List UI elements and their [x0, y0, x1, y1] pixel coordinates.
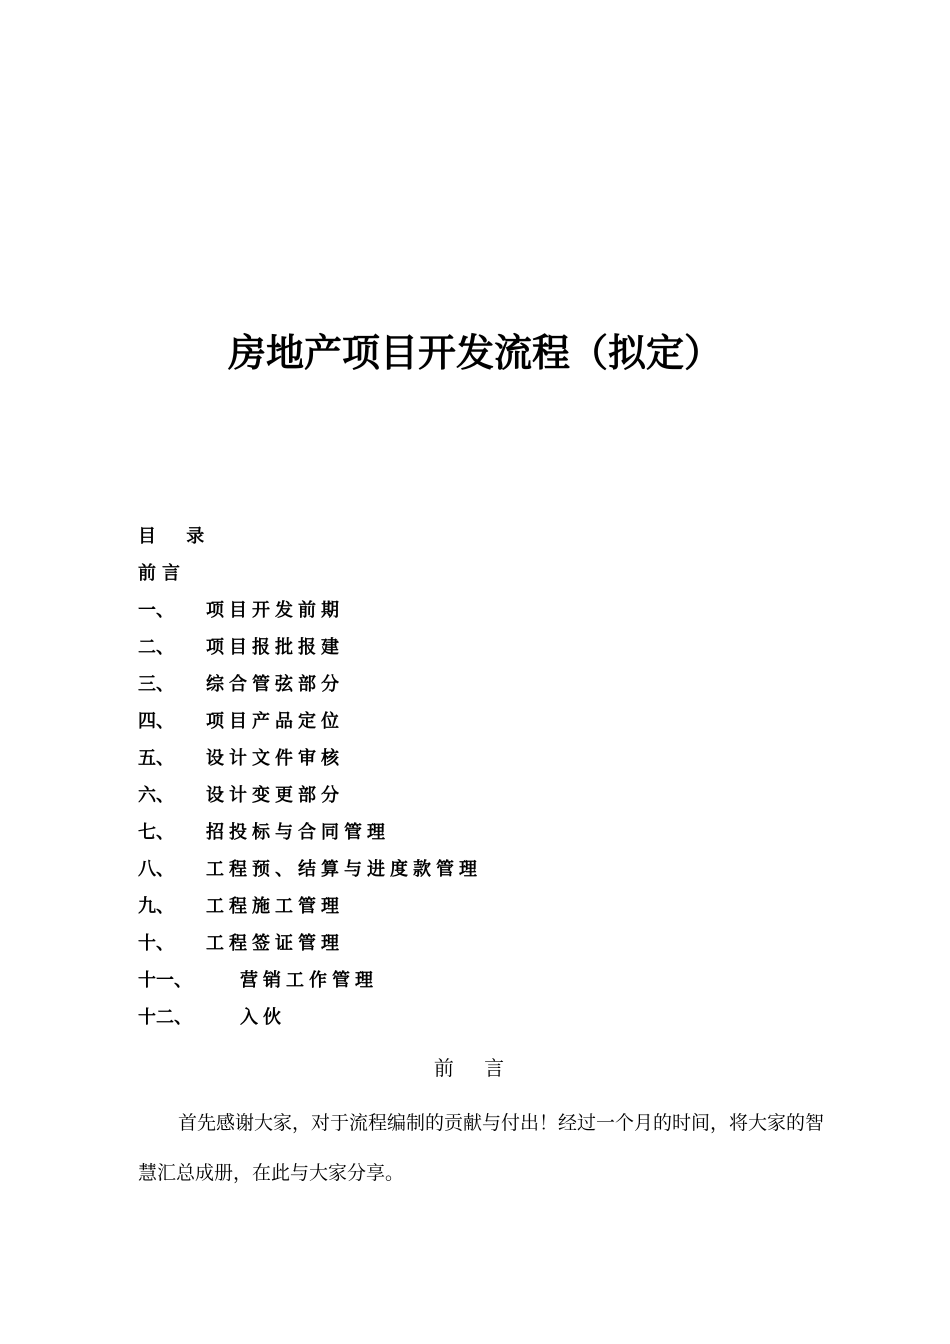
toc-item-number: 九、	[138, 896, 174, 917]
toc-item-number: 四、	[138, 711, 174, 732]
toc-item-number: 十、	[138, 933, 174, 954]
toc-item-text: 项目开发前期	[206, 600, 344, 621]
toc-item-number: 五、	[138, 748, 174, 769]
toc-item-number: 三、	[138, 674, 174, 695]
preface-body: 首先感谢大家，对于流程编制的贡献与付出！经过一个月的时间，将大家的智慧汇总成册，在此与大家分享。	[138, 1112, 825, 1184]
toc-item-text: 项目报批报建	[206, 637, 344, 658]
toc-item[interactable]	[138, 703, 838, 740]
toc-item[interactable]	[138, 666, 838, 703]
toc-item[interactable]	[138, 629, 838, 666]
toc-item[interactable]	[138, 777, 838, 814]
table-of-contents	[138, 518, 838, 1036]
toc-item[interactable]	[138, 999, 838, 1036]
toc-item-number: 一、	[138, 600, 174, 621]
toc-item-text: 工程预、结算与进度款管理	[206, 859, 482, 880]
toc-item-text: 工程签证管理	[206, 933, 344, 954]
toc-item[interactable]	[138, 592, 838, 629]
toc-item-number: 六、	[138, 785, 174, 806]
document-title: 房地产项目开发流程（拟定）	[227, 330, 722, 375]
toc-item[interactable]	[138, 888, 838, 925]
toc-item-text: 入伙	[240, 1007, 286, 1028]
toc-item[interactable]	[138, 851, 838, 888]
toc-item[interactable]	[138, 925, 838, 962]
toc-item-text: 营销工作管理	[240, 970, 378, 991]
toc-item-number: 七、	[138, 822, 174, 843]
toc-item[interactable]	[138, 740, 838, 777]
toc-item-text: 招投标与合同管理	[206, 822, 390, 843]
toc-item-text: 设计变更部分	[206, 785, 344, 806]
toc-item-number: 十二、	[138, 1007, 192, 1028]
toc-item-text: 工程施工管理	[206, 896, 344, 917]
toc-item-number: 十一、	[138, 970, 192, 991]
toc-item-number: 二、	[138, 637, 174, 658]
toc-item-text: 综合管弦部分	[206, 674, 344, 695]
toc-item-number: 八、	[138, 859, 174, 880]
toc-heading: 目 录	[138, 526, 217, 547]
toc-preface-link[interactable]: 前言	[138, 563, 186, 584]
preface-title: 前 言	[433, 1056, 517, 1080]
toc-item-text: 项目产品定位	[206, 711, 344, 732]
toc-item[interactable]	[138, 962, 838, 999]
toc-item[interactable]	[138, 814, 838, 851]
toc-item-text: 设计文件审核	[206, 748, 344, 769]
